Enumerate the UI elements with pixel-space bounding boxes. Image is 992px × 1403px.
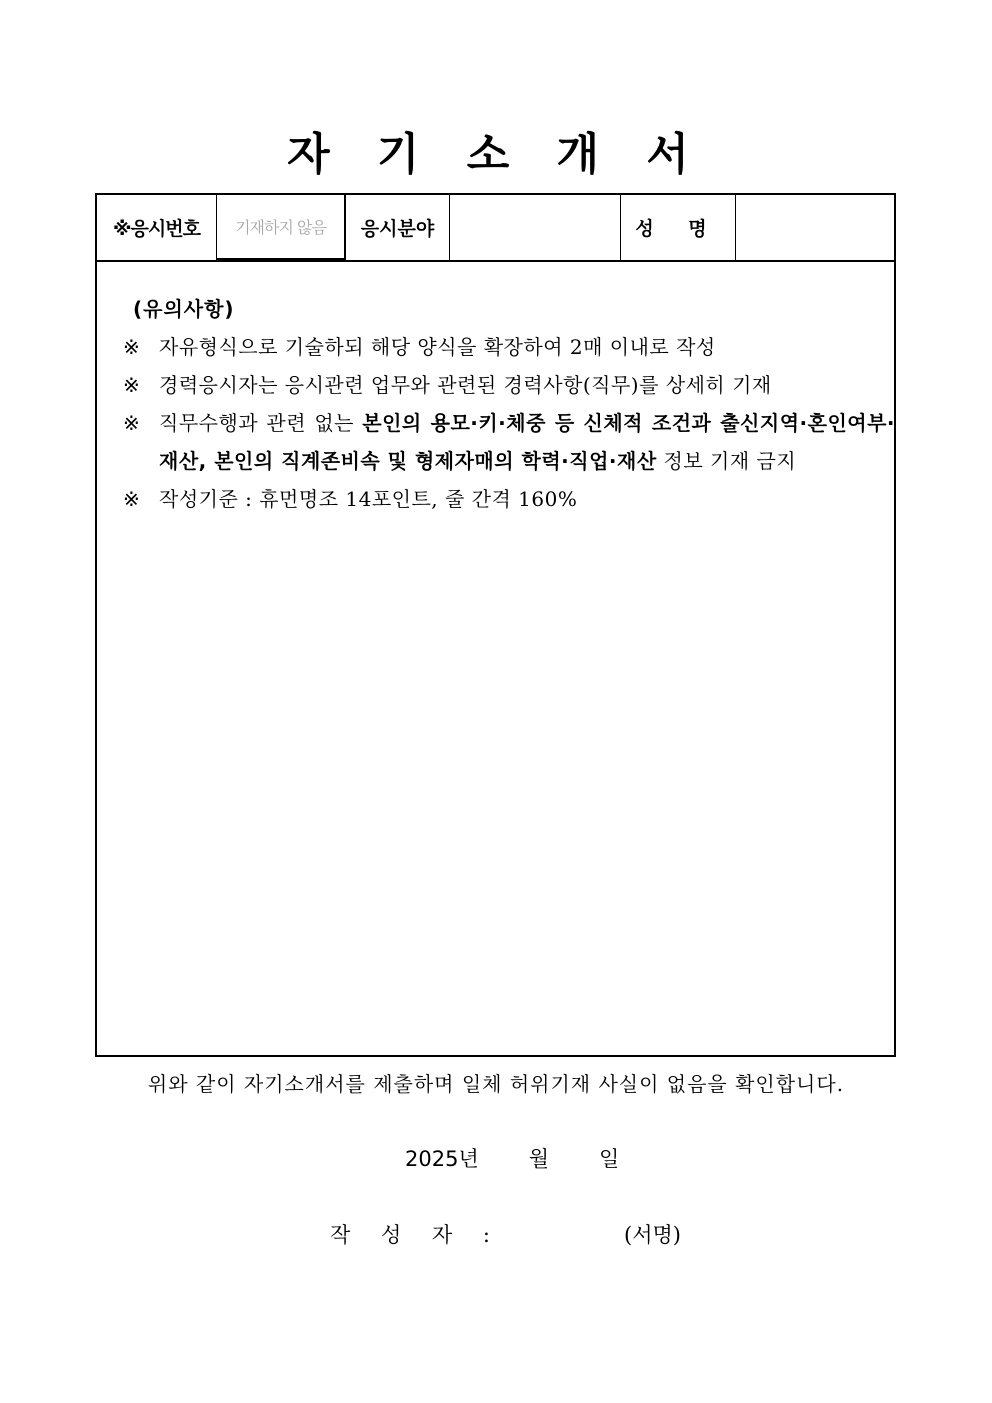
document-title: 자 기 소 개 서 [287,129,705,180]
exam-number-label: ※응시번호 [97,195,217,260]
reference-mark: ※ [123,335,141,359]
notes-heading: (유의사항) [133,297,235,321]
reference-mark: ※ [123,487,141,511]
note-item [123,328,895,366]
application-form [95,193,896,1057]
date-year: 2025년 [405,1147,479,1171]
signature-placeholder: (서명) [624,1223,681,1247]
note-item [123,366,895,404]
signer-label: 작 성 자 : [330,1223,502,1247]
note-item [123,404,895,480]
exam-number-field [217,195,346,260]
note-text-emphasis: 본인의 용모·키·체중 등 신체적 조건과 출신지역·혼인여부·재산, 본인의 직계존비속 및 형제자매의 학력·직업·재산 [159,411,895,473]
name-input[interactable] [736,195,896,260]
signer-line [330,1219,730,1249]
field-input[interactable] [450,195,621,260]
reference-mark: ※ [123,411,141,435]
note-text [159,404,895,480]
form-header-row [97,195,894,262]
date-month: 월 [528,1147,550,1171]
note-text: 자유형식으로 기술하되 해당 양식을 확장하여 2매 이내로 작성 [159,335,716,359]
date-day: 일 [599,1147,620,1171]
note-item [123,480,895,518]
field-label: 응시분야 [346,195,450,260]
note-text-suffix: 정보 기재 금지 [656,449,797,473]
note-text: 경력응시자는 응시관련 업무와 관련된 경력사항(직무)를 상세히 기재 [159,373,772,397]
note-text: 작성기준 : 휴먼명조 14포인트, 줄 간격 160% [159,487,578,511]
exam-number-note: 기재하지 않음 [235,218,326,237]
confirmation-statement: 위와 같이 자기소개서를 제출하며 일체 허위기재 사실이 없음을 확인합니다. [147,1072,845,1096]
name-label: 성 명 [621,195,736,260]
reference-mark: ※ [123,373,141,397]
notes-section [123,290,895,518]
date-line [405,1143,619,1173]
note-text-prefix: 직무수행과 관련 없는 [159,411,363,435]
